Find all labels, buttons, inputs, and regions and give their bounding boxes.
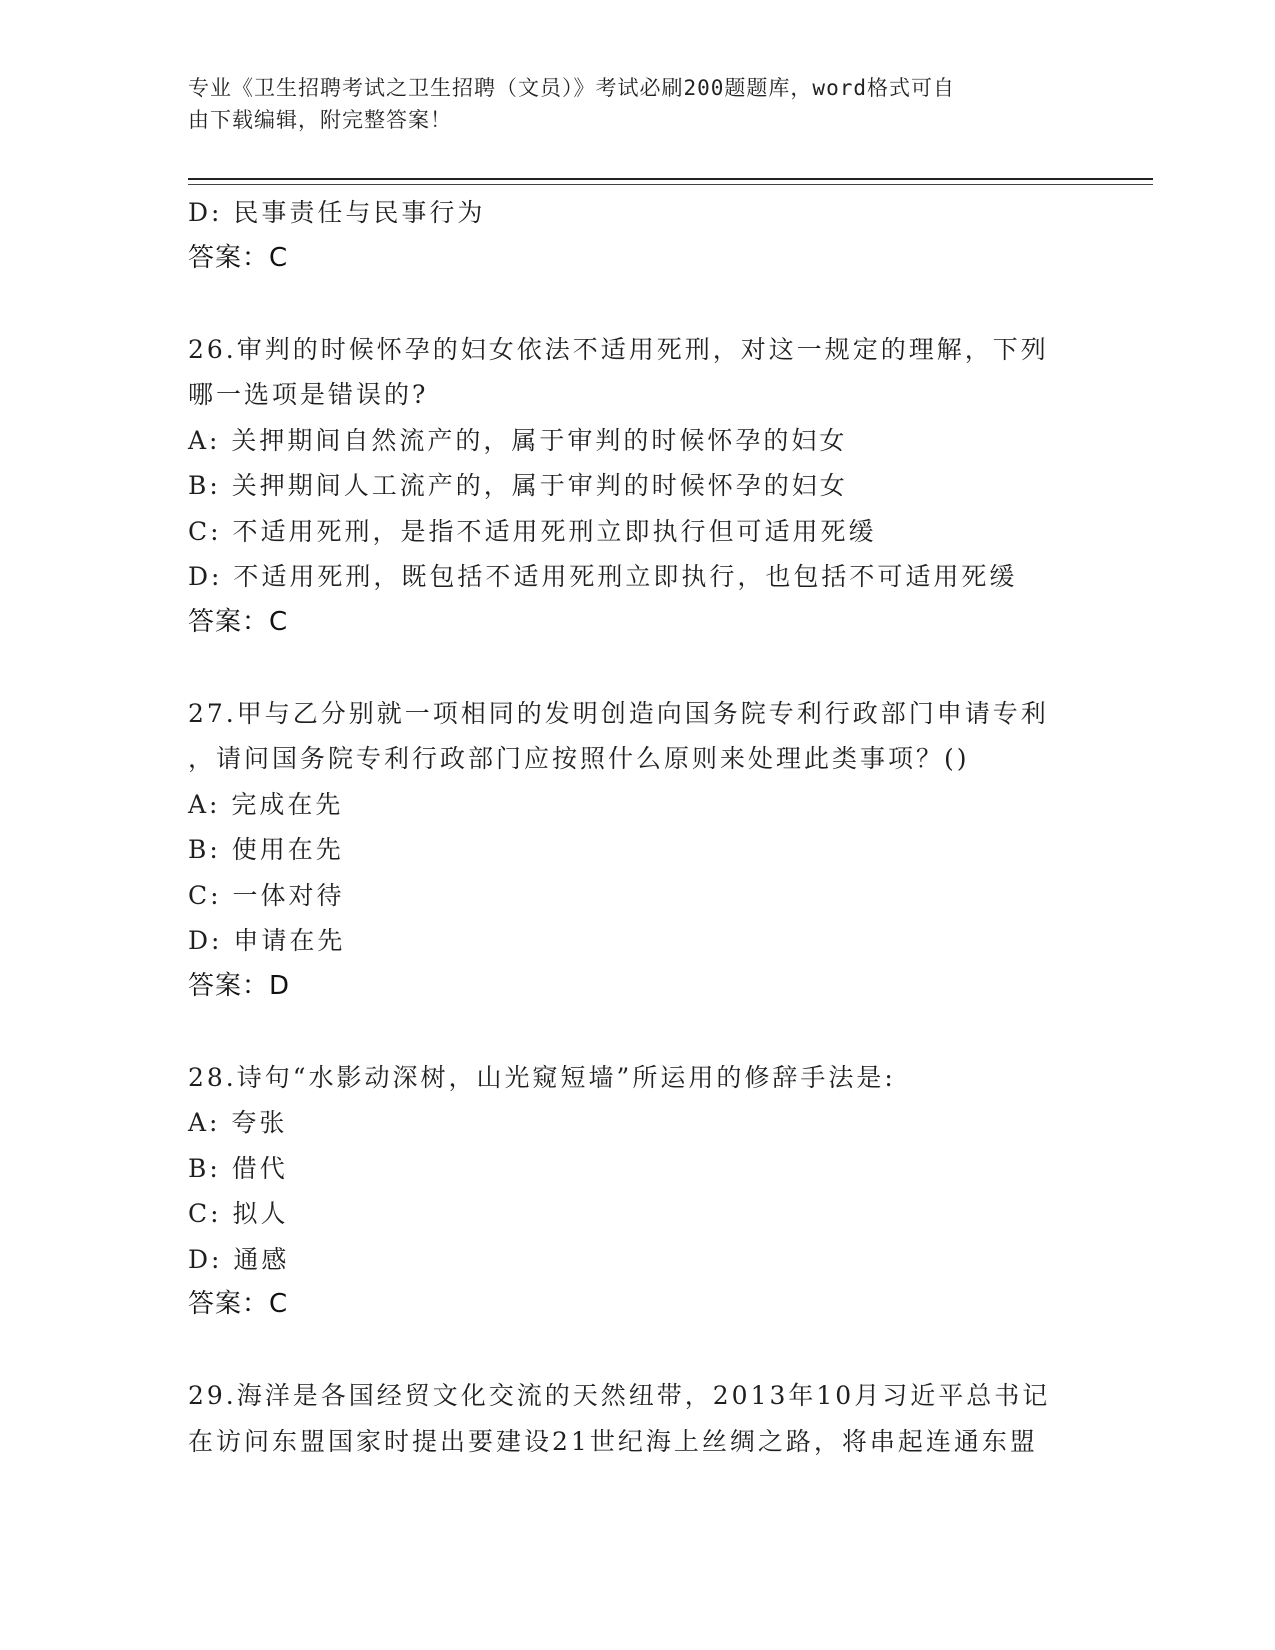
question-28 bbox=[188, 1055, 1088, 1328]
question-29 bbox=[188, 1373, 1088, 1464]
question-27 bbox=[188, 691, 1088, 1010]
option-d: D: 通感 bbox=[188, 1244, 290, 1274]
spacer bbox=[188, 1009, 1088, 1055]
question-stem: 27.甲与乙分别就一项相同的发明创造向国务院专利行政部门申请专利 bbox=[188, 698, 1049, 728]
option-d: D: 民事责任与民事行为 bbox=[188, 198, 486, 227]
option-d: D: 申请在先 bbox=[188, 926, 346, 955]
header-title-line-1: 专业《卫生招聘考试之卫生招聘（文员）》考试必刷200题题库，word格式可自 bbox=[188, 76, 955, 100]
question-26 bbox=[188, 327, 1088, 646]
option-b: B: 使用在先 bbox=[188, 835, 344, 864]
document-body bbox=[188, 190, 1088, 1464]
question-25-tail bbox=[188, 190, 1088, 281]
header-divider-thin bbox=[188, 184, 1153, 185]
header-divider-thick bbox=[188, 178, 1153, 180]
spacer bbox=[188, 281, 1088, 327]
header-title-line-2: 由下载编辑，附完整答案！ bbox=[188, 108, 452, 132]
option-c: C: 一体对待 bbox=[188, 880, 345, 910]
document-header bbox=[188, 72, 1068, 136]
option-c: C: 拟人 bbox=[188, 1199, 289, 1228]
option-b: B: 关押期间人工流产的，属于审判的时候怀孕的妇女 bbox=[188, 471, 848, 500]
answer: 答案：C bbox=[188, 606, 289, 637]
question-stem-continued: 哪一选项是错误的? bbox=[188, 380, 429, 409]
spacer bbox=[188, 645, 1088, 691]
question-stem: 26.审判的时候怀孕的妇女依法不适用死刑，对这一规定的理解，下列 bbox=[188, 334, 1049, 364]
option-a: A: 夸张 bbox=[188, 1108, 288, 1137]
question-stem-continued: 在访问东盟国家时提出要建设21世纪海上丝绸之路，将串起连通东盟 bbox=[188, 1426, 1038, 1456]
option-d: D: 不适用死刑，既包括不适用死刑立即执行，也包括不可适用死缓 bbox=[188, 562, 1018, 591]
question-stem: 29.海洋是各国经贸文化交流的天然纽带，2013年10月习近平总书记 bbox=[188, 1381, 1051, 1410]
answer: 答案：C bbox=[188, 242, 289, 273]
answer: 答案：C bbox=[188, 1289, 289, 1319]
option-c: C: 不适用死刑，是指不适用死刑立即执行但可适用死缓 bbox=[188, 516, 877, 546]
answer: 答案：D bbox=[188, 970, 291, 1001]
option-b: B: 借代 bbox=[188, 1153, 288, 1183]
option-a: A: 完成在先 bbox=[188, 789, 344, 819]
option-a: A: 关押期间自然流产的，属于审判的时候怀孕的妇女 bbox=[188, 425, 848, 455]
question-stem: 28.诗句“水影动深树，山光窥短墙”所运用的修辞手法是: bbox=[188, 1062, 896, 1092]
question-stem-continued: ，请问国务院专利行政部门应按照什么原则来处理此类事项？() bbox=[188, 744, 970, 773]
spacer bbox=[188, 1328, 1088, 1374]
